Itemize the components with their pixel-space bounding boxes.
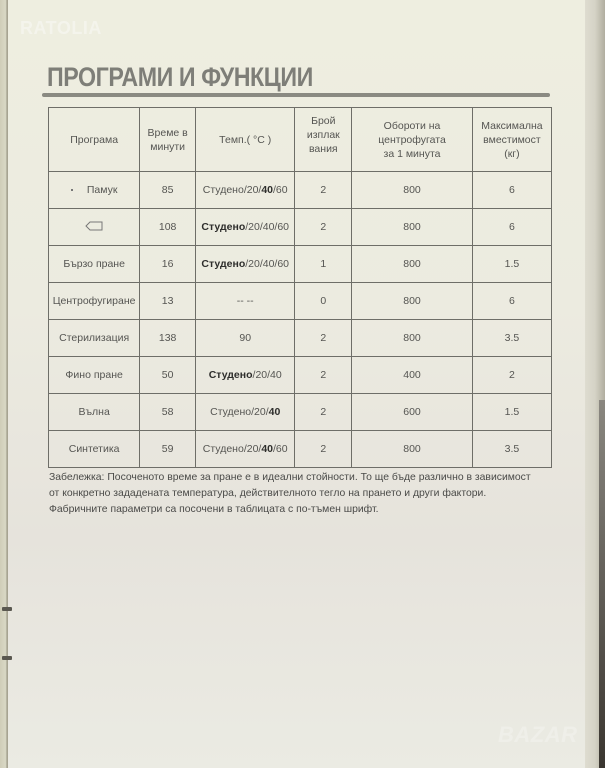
cell-program [49, 320, 140, 357]
header-rinses-line2: вания [308, 143, 338, 155]
cell-spin-value: 800 [403, 295, 421, 307]
cell-rinses-value: 2 [320, 406, 327, 418]
binding-clip [2, 656, 12, 660]
cell-rinses [295, 172, 352, 209]
cell-rinses [295, 394, 352, 431]
cell-time [140, 283, 196, 320]
cell-spin [352, 246, 473, 283]
cell-spin-value: 800 [403, 332, 421, 344]
cell-spin-value: 800 [403, 184, 421, 196]
cell-rinses [295, 431, 352, 468]
cell-program [49, 357, 140, 394]
cell-program [49, 209, 140, 246]
cell-program [49, 283, 140, 320]
temp-value: Студено/20/ [202, 184, 262, 196]
cell-temp [196, 209, 295, 246]
cell-capacity [472, 209, 551, 246]
temp-value: Студено/20/ [210, 406, 269, 418]
table-row [49, 357, 552, 394]
cell-temp [196, 394, 295, 431]
cell-capacity [472, 246, 551, 283]
cell-spin [352, 357, 473, 394]
header-spin-line1: Обороти на центрофугата [378, 119, 446, 146]
cell-spin-value: 800 [403, 443, 421, 455]
cell-rinses-value: 2 [320, 443, 327, 455]
temp-value: Студено/20/ [202, 443, 262, 455]
cell-capacity-value: 2 [509, 369, 515, 381]
cell-rinses-value: 2 [320, 221, 327, 233]
cell-time [140, 431, 196, 468]
temp-default-value: Студено [201, 258, 246, 270]
temp-value: /60 [273, 184, 288, 196]
cell-capacity [472, 394, 551, 431]
temp-value: 90 [239, 332, 252, 344]
table-row [49, 246, 552, 283]
cell-capacity [472, 320, 551, 357]
cell-capacity-value: 1.5 [504, 406, 520, 418]
header-temp [196, 108, 295, 172]
cell-time-value: 138 [158, 332, 177, 344]
cell-capacity [472, 172, 551, 209]
table-row [49, 320, 552, 357]
cell-temp [196, 246, 295, 283]
cell-capacity-value: 1.5 [504, 258, 520, 270]
note-line-3: Фабричните параметри са посочени в таблицата с по-тъмен шрифт. [49, 504, 379, 515]
header-rinses [295, 108, 352, 172]
cell-temp [196, 431, 295, 468]
cell-spin [352, 172, 473, 209]
program-name: Стерилизация [59, 332, 130, 344]
watermark-bazar: BAZAR [498, 722, 578, 747]
program-name: Центрофугиране [52, 295, 136, 307]
cell-program [49, 394, 140, 431]
binding-clip [2, 607, 12, 611]
note-line-2: от конкретно зададената температура, действителното тегло на прането и други фактори. [49, 488, 487, 499]
cell-spin [352, 320, 473, 357]
cell-rinses [295, 246, 352, 283]
program-name: Синтетика [68, 443, 120, 455]
page-title: ПРОГРАМИ И ФУНКЦИИ [47, 62, 313, 92]
page-binding-edge [0, 0, 8, 768]
header-capacity-line1: Максимална [481, 119, 543, 132]
table-row [49, 394, 552, 431]
table-row [49, 209, 552, 246]
temp-value: /20/40/60 [245, 221, 290, 233]
table-header-row [49, 108, 552, 172]
cell-time [140, 209, 196, 246]
cell-program [49, 172, 140, 209]
cell-rinses-value: 2 [320, 369, 327, 381]
header-time-line2: минути [150, 140, 186, 153]
program-name: Бързо пране [63, 258, 125, 270]
cell-spin [352, 209, 473, 246]
program-name: Фино пране [65, 369, 123, 381]
cell-spin [352, 283, 473, 320]
header-spin-line2: за 1 минута [383, 147, 441, 160]
program-name: Памук [86, 184, 118, 196]
cell-time [140, 320, 196, 357]
cell-temp [196, 283, 295, 320]
note-line-1: Забележка: Посоченото време за пране е в идеални стойности. То ще бъде различно в зависимост [49, 472, 531, 483]
programs-table [48, 107, 552, 468]
temp-value: /20/40/60 [245, 258, 290, 270]
header-spin [352, 108, 473, 172]
cell-temp [196, 172, 295, 209]
table-row [49, 172, 552, 209]
cell-spin-value: 600 [403, 406, 421, 418]
cell-capacity [472, 431, 551, 468]
cell-time [140, 394, 196, 431]
cell-time [140, 172, 196, 209]
watermark-top: RATOLIA [20, 18, 102, 38]
temp-value: /60 [273, 443, 288, 455]
note [49, 470, 569, 518]
cell-capacity-value: 3.5 [504, 332, 520, 344]
cell-rinses-value: 2 [320, 332, 327, 344]
header-program-label: Програма [70, 133, 119, 146]
temp-default-value: 40 [268, 406, 281, 418]
cell-rinses-value: 2 [320, 184, 327, 196]
header-time [140, 108, 196, 172]
table-row [49, 431, 552, 468]
cell-capacity-value: 6 [509, 295, 515, 307]
cell-rinses [295, 283, 352, 320]
cell-spin-value: 800 [403, 221, 421, 233]
cell-time-value: 59 [161, 443, 174, 455]
header-time-line1: Време в [147, 126, 188, 139]
cell-time-value: 85 [161, 184, 174, 196]
stray-dot [71, 189, 73, 191]
temp-default-value: 40 [261, 443, 274, 455]
temp-value: -- -- [236, 295, 254, 307]
header-capacity-line2: вместимост (кг) [483, 133, 541, 160]
table-row [49, 283, 552, 320]
header-capacity [472, 108, 551, 172]
cell-capacity-value: 6 [509, 184, 515, 196]
cell-time-value: 13 [161, 295, 174, 307]
page-shadow [599, 400, 605, 768]
header-temp-label: Темп.( °C ) [219, 133, 272, 146]
cell-program [49, 246, 140, 283]
cell-rinses-value: 1 [320, 258, 327, 270]
cell-rinses-value: 0 [320, 295, 327, 307]
cell-time [140, 357, 196, 394]
program-name: Вълна [78, 406, 110, 418]
temp-default-value: 40 [261, 184, 274, 196]
temp-value: /20/40 [252, 369, 282, 381]
cell-capacity-value: 3.5 [504, 443, 520, 455]
cell-spin [352, 431, 473, 468]
cell-time-value: 58 [161, 406, 174, 418]
header-rinses-line1: Брой изплак [306, 115, 340, 141]
temp-default-value: Студено [201, 221, 246, 233]
temp-default-value: Студено [208, 369, 253, 381]
cell-capacity [472, 283, 551, 320]
cell-rinses [295, 357, 352, 394]
cell-time-value: 108 [158, 221, 177, 233]
cell-spin [352, 394, 473, 431]
title-underline [42, 93, 550, 97]
tag-icon [85, 221, 103, 234]
cell-spin-value: 800 [403, 258, 421, 270]
cell-program [49, 431, 140, 468]
cell-time-value: 16 [161, 258, 174, 270]
cell-capacity-value: 6 [509, 221, 515, 233]
header-program [49, 108, 140, 172]
cell-temp [196, 357, 295, 394]
cell-capacity [472, 357, 551, 394]
cell-rinses [295, 209, 352, 246]
cell-temp [196, 320, 295, 357]
cell-time-value: 50 [161, 369, 174, 381]
cell-rinses [295, 320, 352, 357]
cell-spin-value: 400 [403, 369, 421, 381]
cell-time [140, 246, 196, 283]
